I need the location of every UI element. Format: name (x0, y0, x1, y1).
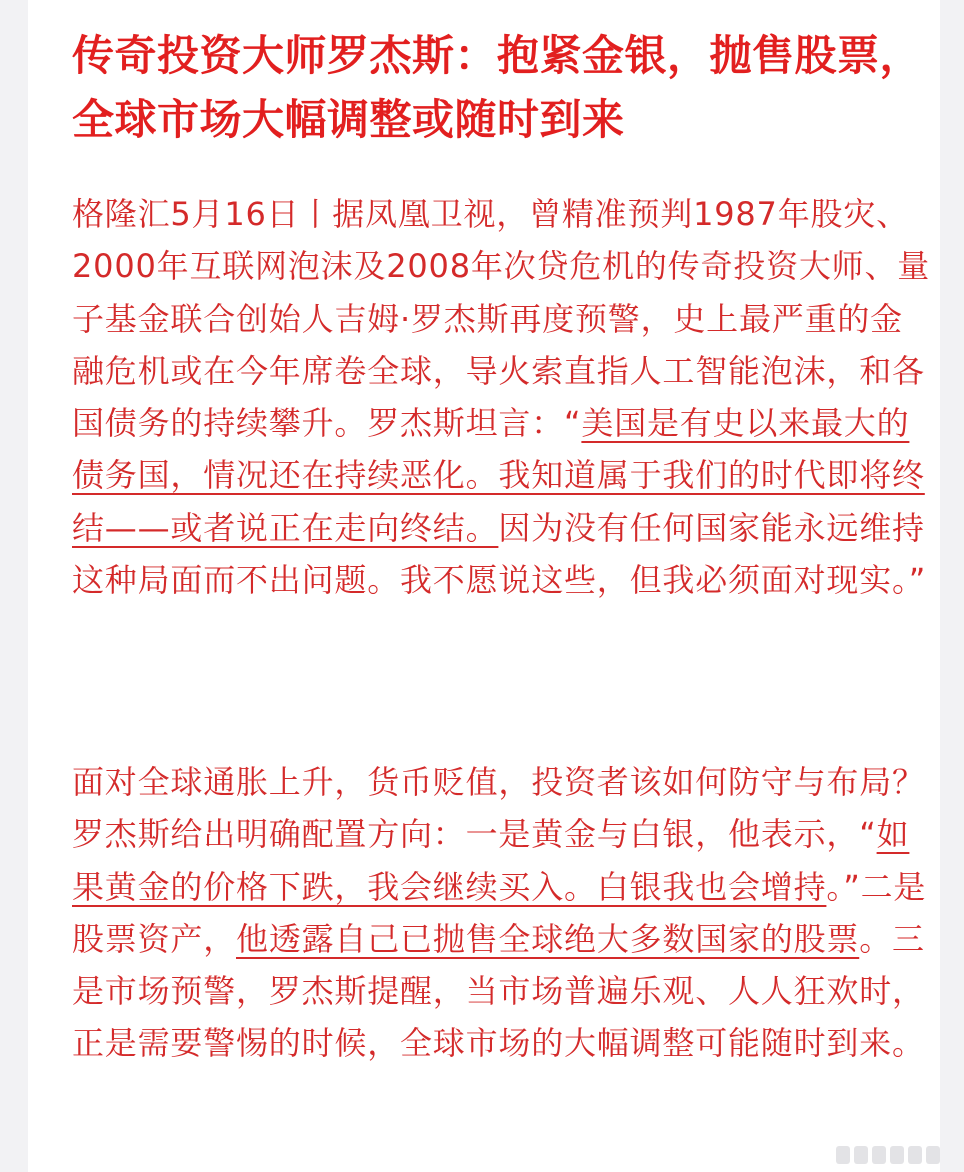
watermark-dot (854, 1146, 868, 1164)
paragraph-2-part-3: 。三是市场预警，罗杰斯提醒，当市场普遍乐观、人人狂欢时，正是需要警惕的时候，全球市场的大幅调整可能随时到来。 (72, 919, 925, 1063)
watermark-dot (926, 1146, 940, 1164)
watermark-dot (836, 1146, 850, 1164)
watermark-dot (890, 1146, 904, 1164)
article-paragraph-1 (72, 188, 934, 606)
paragraph-2-underlined-gold-quote: 如果黄金的价格下跌，我会继续买入。白银我也会增持 (72, 815, 910, 906)
paragraph-2-underlined-stocks: 他透露自己已抛售全球绝大多数国家的股票 (236, 919, 860, 958)
watermark-dot (872, 1146, 886, 1164)
watermark-dot (908, 1146, 922, 1164)
paragraph-1-underlined-quote: 美国是有史以来最大的债务国，情况还在持续恶化。我知道属于我们的时代即将终结——或者说正在走向终结。 (72, 404, 925, 547)
paragraph-2-part-2: 。”二是股票资产， (72, 867, 927, 958)
paragraph-1-rest: 因为没有任何国家能永远维持这种局面而不出问题。我不愿说这些，但我必须面对现实。” (72, 508, 927, 600)
paragraph-2-part-1: 面对全球通胀上升，货币贬值，投资者该如何防守与布局？罗杰斯给出明确配置方向：一是黄金与白银，他表示，“ (72, 763, 925, 854)
article-paragraph-2 (72, 756, 934, 1070)
watermark-mark (836, 1146, 940, 1164)
paragraph-1-intro: 格隆汇5月16日丨据凤凰卫视，曾精准预判1987年股灾、2000年互联网泡沫及2008年次贷危机的传奇投资大师、量子基金联合创始人吉姆·罗杰斯再度预警，史上最严重的金融危机或在今年席卷全球，导火索直指人工智能泡沫，和各国债务的持续攀升。罗杰斯坦言：“ (72, 195, 931, 443)
article-title: 传奇投资大师罗杰斯：抱紧金银，抛售股票，全球市场大幅调整或随时到来 (72, 31, 923, 144)
